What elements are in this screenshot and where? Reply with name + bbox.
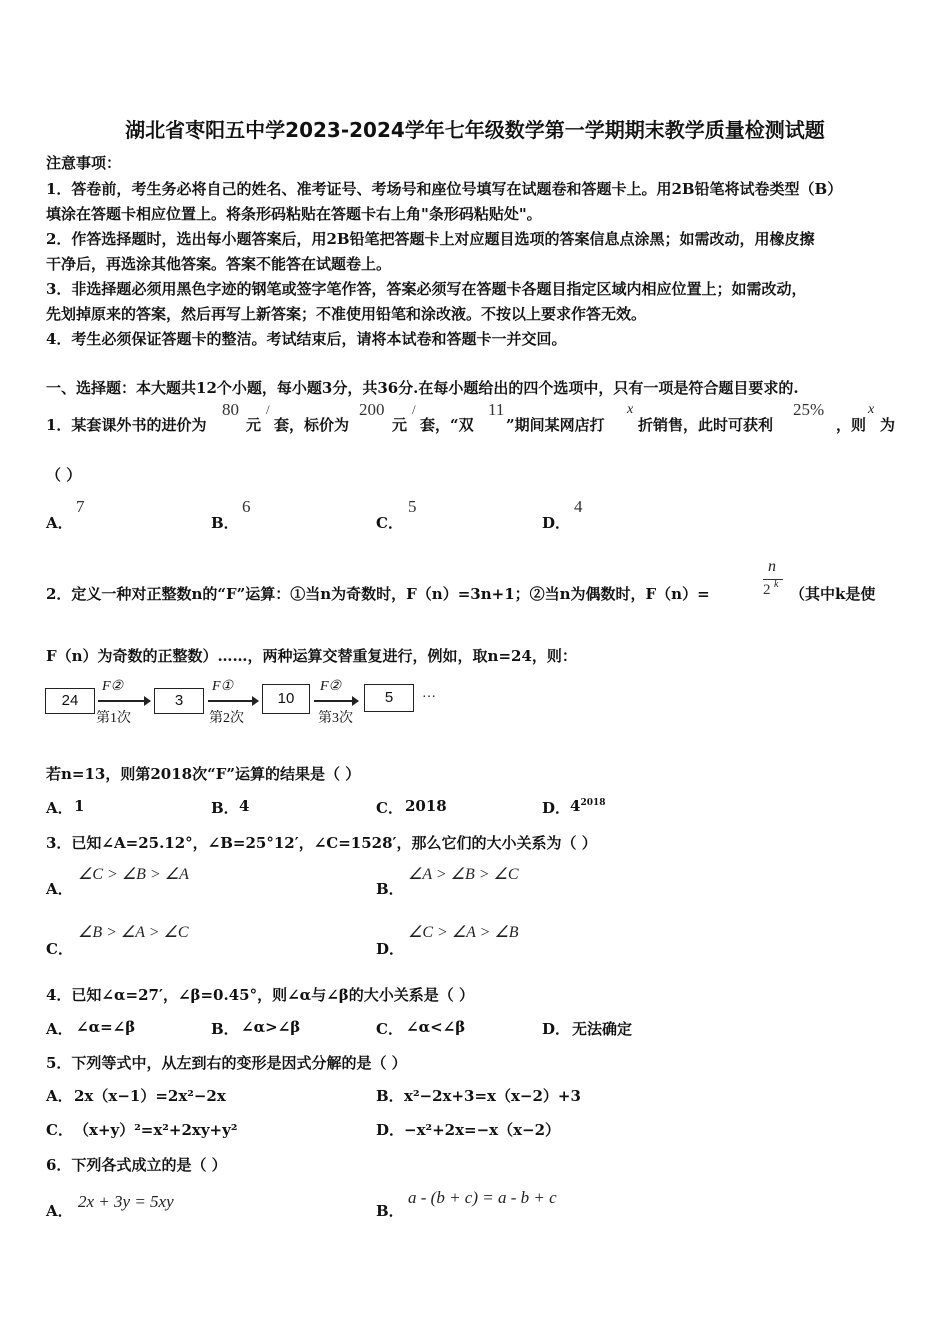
option-label: C．: [376, 1020, 403, 1038]
flow-step: 第3次: [318, 711, 353, 726]
flow-op: F②: [102, 679, 124, 694]
option-label: B．: [376, 880, 404, 898]
option-label: B．: [211, 514, 239, 532]
option-label: A．: [46, 880, 73, 898]
notice-heading: 注意事项：: [46, 154, 122, 172]
q1-text: 套，标价为: [274, 416, 350, 434]
option-value: 4: [239, 797, 250, 815]
option-value: 2x + 3y = 5xy: [78, 1192, 174, 1211]
option-label: B．: [211, 1020, 239, 1038]
option-value: ∠α>∠β: [241, 1018, 301, 1036]
flow-box: 3: [154, 688, 204, 714]
q2-flow-diagram: [44, 680, 438, 726]
q2-frac-exp: k: [774, 579, 779, 590]
flow-op: F①: [212, 679, 234, 694]
option-label: D．: [542, 514, 571, 532]
option-label: A．: [46, 1202, 73, 1220]
flow-box: 5: [364, 684, 414, 712]
flow-box: 24: [45, 688, 95, 714]
option-label: C．: [46, 940, 73, 958]
q1-paren: （ ）: [46, 466, 82, 484]
q1-text: 1．某套课外书的进价为: [46, 416, 207, 434]
option-value: 7: [76, 497, 85, 516]
flow-op: F②: [320, 679, 342, 694]
notice-line: 2．作答选择题时，选出每小题答案后，用2B铅笔把答题卡上对应题目选项的答案信息点涂黑；如需改动，用橡皮擦: [46, 230, 815, 248]
option-label: D．: [376, 940, 405, 958]
option-label: C．: [376, 514, 403, 532]
option-value: ∠C > ∠B > ∠A: [78, 866, 189, 883]
q1-text: ”期间某网店打: [506, 416, 605, 434]
option-value: 4: [574, 497, 583, 516]
option-value: ∠B > ∠A > ∠C: [78, 924, 189, 941]
option-label: B．: [376, 1087, 404, 1105]
notice-line: 先划掉原来的答案，然后再写上新答案；不准使用铅笔和涂改液。不按以上要求作答无效。: [46, 305, 647, 323]
q1-slash: /: [412, 402, 416, 417]
flow-step: 第2次: [209, 711, 244, 726]
option-label: B．: [376, 1202, 404, 1220]
flow-step: 第1次: [96, 711, 131, 726]
option-value: ∠α<∠β: [406, 1018, 466, 1036]
q5-stem: 5．下列等式中，从左到右的变形是因式分解的是（ ）: [46, 1054, 407, 1072]
option-label: B．: [211, 799, 239, 817]
option-label: A．: [46, 799, 73, 817]
option-value: ∠α=∠β: [76, 1018, 136, 1036]
notice-line: 1．答卷前，考生务必将自己的姓名、准考证号、考场号和座位号填写在试题卷和答题卡上。用2B铅笔将试卷类型（B）: [46, 180, 843, 198]
option-label: C．: [46, 1121, 73, 1139]
option-label: D．: [376, 1121, 405, 1139]
option-value: ∠C > ∠A > ∠B: [408, 924, 519, 941]
option-value: ∠A > ∠B > ∠C: [408, 866, 519, 883]
option-value: a - (b + c) = a - b + c: [408, 1188, 557, 1207]
q2-text: 2．定义一种对正整数n的“F”运算：①当n为奇数时，F（n）=3n+1；②当n为偶数时，F（n）=: [46, 585, 710, 603]
q1-x: x: [868, 402, 875, 417]
page-title: 湖北省枣阳五中学2023-2024学年七年级数学第一学期期末教学质量检测试题: [125, 118, 825, 142]
flow-arrow: [314, 700, 358, 702]
option-label: C．: [376, 799, 403, 817]
q1-x: x: [627, 402, 634, 417]
section-heading: 一、选择题：本大题共12个小题，每小题3分，共36分.在每小题给出的四个选项中，只有一项是符合题目要求的.: [46, 379, 799, 397]
q2-text: （其中k是使: [790, 585, 876, 603]
q6-stem: 6．下列各式成立的是（ ）: [46, 1156, 227, 1174]
flow-arrow: [208, 700, 258, 702]
q1-slash: /: [266, 402, 270, 417]
q1-price: 200: [359, 400, 385, 419]
notice-line: 3．非选择题必须用黑色字迹的钢笔或签字笔作答，答案必须写在答题卡各题目指定区域内相应位置上；如需改动，: [46, 280, 807, 298]
q2-frac-num: n: [768, 558, 776, 575]
q3-stem: 3．已知∠A=25.12°，∠B=25°12′，∠C=1528′，那么它们的大小关系为（ ）: [46, 834, 597, 852]
option-value: 无法确定: [572, 1020, 633, 1038]
option-value: 2018: [405, 797, 447, 815]
flow-ellipsis: …: [422, 686, 436, 701]
option-value: 2x（x−1）=2x²−2x: [74, 1087, 226, 1105]
q2-text: F（n）为奇数的正整数）……，两种运算交替重复进行，例如，取n=24，则：: [46, 647, 577, 665]
option-value: x²−2x+3=x（x−2）+3: [404, 1087, 581, 1105]
q1-cost: 80: [222, 400, 239, 419]
option-value: $4^{2018}$: [570, 797, 606, 815]
q1-text: 为: [880, 416, 896, 434]
q2-frac-bar: [763, 579, 783, 580]
option-value: 1: [74, 797, 85, 815]
option-label: A．: [46, 514, 73, 532]
option-value: −x²+2x=−x（x−2）: [404, 1121, 561, 1139]
flow-arrow: [98, 700, 150, 702]
q1-profit: 25%: [793, 400, 825, 419]
notice-line: 填涂在答题卡相应位置上。将条形码粘贴在答题卡右上角"条形码粘贴处"。: [46, 205, 542, 223]
q4-stem: 4．已知∠α=27′，∠β=0.45°，则∠α与∠β的大小关系是（ ）: [46, 986, 474, 1004]
notice-line: 4．考生必须保证答题卡的整洁。考试结束后，请将本试卷和答题卡一并交回。: [46, 330, 567, 348]
option-value: 5: [408, 497, 417, 516]
q1-text: 元: [392, 416, 408, 434]
flow-box: 10: [262, 684, 310, 714]
q2-stem: 若n=13，则第2018次“F”运算的结果是（ ）: [46, 765, 361, 783]
option-value: （x+y）²=x²+2xy+y²: [74, 1121, 238, 1139]
option-value: 6: [242, 497, 251, 516]
option-label: A．: [46, 1020, 73, 1038]
option-label: D．: [542, 1020, 571, 1038]
q1-text: 套，“双: [420, 416, 474, 434]
option-label: A．: [46, 1087, 73, 1105]
q2-frac-den: 2: [763, 582, 771, 598]
q1-text: 折销售，此时可获利: [638, 416, 774, 434]
q1-text: ，则: [836, 416, 867, 434]
notice-line: 干净后，再选涂其他答案。答案不能答在试题卷上。: [46, 255, 392, 273]
option-label: D．: [542, 799, 571, 817]
q1-text: 元: [246, 416, 262, 434]
q1-eleven: 11: [488, 400, 505, 419]
